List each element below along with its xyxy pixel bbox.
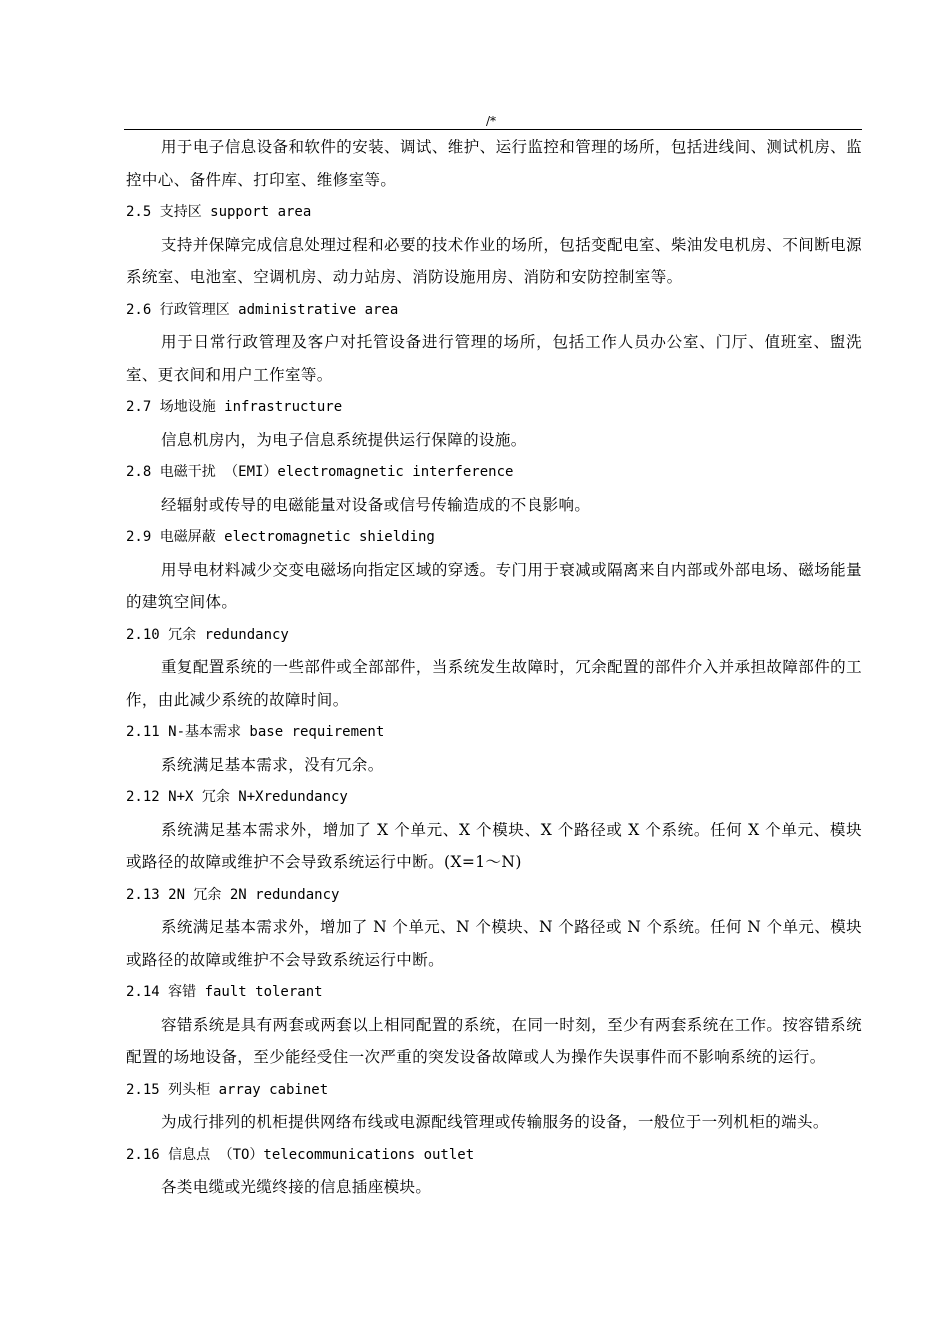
definition-2-13: 系统满足基本需求外，增加了 N 个单元、N 个模块、N 个路径或 N 个系统。任何 N 个单元、模块或路径的故障或维护不会导致系统运行中断。: [126, 918, 862, 969]
definition-2-16: 各类电缆或光缆终接的信息插座模块。: [161, 1178, 432, 1196]
definition-2-9: 用导电材料减少交变电磁场向指定区域的穿透。专门用于衰减或隔离来自内部或外部电场、磁场能量的建筑空间体。: [126, 560, 862, 611]
definition-2-12: 系统满足基本需求外，增加了 X 个单元、X 个模块、X 个路径或 X 个系统。任何 X 个单元、模块或路径的故障或维护不会导致系统运行中断。(X=1～N): [126, 820, 862, 871]
term-2-5-support-area: 2.5 支持区 support area: [126, 204, 312, 220]
term-2-8-emi: 2.8 电磁干扰 （EMI）electromagnetic interference: [126, 464, 514, 480]
header-rule: [124, 129, 862, 130]
definition-2-7: 信息机房内，为电子信息系统提供运行保障的设施。: [161, 430, 527, 449]
term-2-11-base-requirement: 2.11 N-基本需求 base requirement: [126, 724, 385, 740]
term-2-7-infrastructure: 2.7 场地设施 infrastructure: [126, 399, 343, 415]
term-2-12-n-plus-x-redundancy: 2.12 N+X 冗余 N+Xredundancy: [126, 789, 348, 805]
term-2-16-telecommunications-outlet: 2.16 信息点 （TO）telecommunications outlet: [126, 1146, 475, 1163]
term-2-9-electromagnetic-shielding: 2.9 电磁屏蔽 electromagnetic shielding: [126, 529, 435, 545]
term-2-14-fault-tolerant: 2.14 容错 fault tolerant: [126, 984, 323, 1000]
paragraph-intro: 用于电子信息设备和软件的安装、调试、维护、运行监控和管理的场所，包括进线间、测试机房、监控中心、备件库、打印室、维修室等。: [126, 138, 862, 189]
term-2-10-redundancy: 2.10 冗余 redundancy: [126, 626, 289, 643]
document-body: [126, 131, 862, 1204]
definition-2-6: 用于日常行政管理及客户对托管设备进行管理的场所，包括工作人员办公室、门厅、值班室、盥洗室、更衣间和用户工作室等。: [126, 333, 862, 384]
definition-2-8: 经辐射或传导的电磁能量对设备或信号传输造成的不良影响。: [161, 495, 591, 514]
definition-2-15: 为成行排列的机柜提供网络布线或电源配线管理或传输服务的设备，一般位于一列机柜的端头。: [161, 1113, 829, 1131]
definition-2-14: 容错系统是具有两套或两套以上相同配置的系统，在同一时刻，至少有两套系统在工作。按容错系统配置的场地设备，至少能经受住一次严重的突发设备故障或人为操作失误事件而不影响系统的运行。: [126, 1015, 862, 1066]
definition-2-5: 支持并保障完成信息处理过程和必要的技术作业的场所，包括变配电室、柴油发电机房、不间断电源系统室、电池室、空调机房、动力站房、消防设施用房、消防和安防控制室等。: [126, 235, 862, 286]
definition-2-10: 重复配置系统的一些部件或全部部件，当系统发生故障时，冗余配置的部件介入并承担故障部件的工作，由此减少系统的故障时间。: [126, 658, 862, 709]
definition-2-11: 系统满足基本需求，没有冗余。: [161, 755, 384, 774]
term-2-15-array-cabinet: 2.15 列头柜 array cabinet: [126, 1081, 329, 1098]
term-2-6-administrative-area: 2.6 行政管理区 administrative area: [126, 301, 399, 318]
header-mark: /*: [486, 114, 497, 128]
term-2-13-2n-redundancy: 2.13 2N 冗余 2N redundancy: [126, 886, 340, 903]
